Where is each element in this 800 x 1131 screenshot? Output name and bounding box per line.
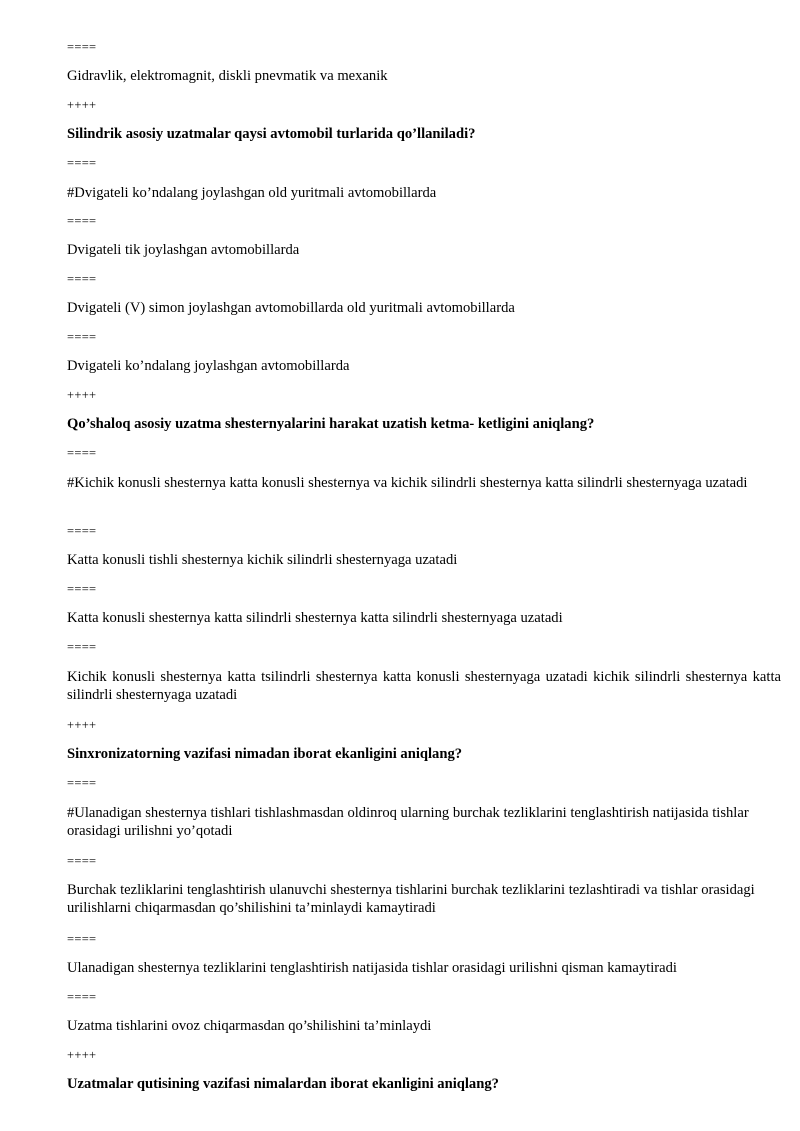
separator-line: ==== bbox=[67, 582, 97, 596]
answer-option: Dvigateli tik joylashgan avtomobillarda bbox=[67, 242, 300, 258]
answer-option: Dvigateli (V) simon joylashgan avtomobillarda old yuritmali avtomobillarda bbox=[67, 300, 515, 316]
separator-line: ++++ bbox=[67, 388, 97, 402]
separator-line: ++++ bbox=[67, 1048, 97, 1062]
question-text: Qo’shaloq asosiy uzatma shesternyalarini harakat uzatish ketma- ketligini aniqlang? bbox=[67, 416, 595, 432]
answer-option: Gidravlik, elektromagnit, diskli pnevmatik va mexanik bbox=[67, 68, 388, 84]
separator-line: ==== bbox=[67, 330, 97, 344]
separator-line: ==== bbox=[67, 446, 97, 460]
separator-line: ==== bbox=[67, 640, 97, 654]
answer-option: Uzatma tishlarini ovoz chiqarmasdan qo’shilishini ta’minlaydi bbox=[67, 1018, 432, 1034]
answer-option: Burchak tezliklarini tenglashtirish ulanuvchi shesternya tishlarini burchak tezliklarini tezlashtiradi va tishlar orasidagi urilishlarni chiqarmasdan qo’shilishini ta’minlaydi kamaytiradi bbox=[67, 882, 755, 916]
separator-line: ==== bbox=[67, 214, 97, 228]
separator-line: ++++ bbox=[67, 718, 97, 732]
answer-option-correct: #Dvigateli ko’ndalang joylashgan old yuritmali avtomobillarda bbox=[67, 185, 437, 201]
answer-option-correct: #Ulanadigan shesternya tishlari tishlashmasdan oldinroq ularning burchak tezliklarini tenglashtirish natijasida tishlar orasidagi urilishni yo’qotadi bbox=[67, 805, 749, 839]
answer-option-correct: #Kichik konusli shesternya katta konusli shesternya va kichik silindrli shesternya katta silindrli shesternyaga uzatadi bbox=[67, 475, 748, 491]
separator-line: ==== bbox=[67, 932, 97, 946]
separator-line: ==== bbox=[67, 156, 97, 170]
separator-line: ==== bbox=[67, 990, 97, 1004]
separator-line: ==== bbox=[67, 40, 97, 54]
answer-option: Ulanadigan shesternya tezliklarini tenglashtirish natijasida tishlar orasidagi urilishni qisman kamaytiradi bbox=[67, 960, 677, 976]
separator-line: ==== bbox=[67, 272, 97, 286]
question-text: Silindrik asosiy uzatmalar qaysi avtomobil turlarida qo’llaniladi? bbox=[67, 126, 476, 142]
separator-line: ==== bbox=[67, 854, 97, 868]
answer-option: Kichik konusli shesternya katta tsilindrli shesternya katta konusli shesternyaga uzatadi kichik silindrli shesternya katta silindrli shesternyaga uzatadi bbox=[67, 669, 781, 703]
separator-line: ==== bbox=[67, 776, 97, 790]
question-text: Uzatmalar qutisining vazifasi nimalardan iborat ekanligini aniqlang? bbox=[67, 1076, 499, 1092]
separator-line: ==== bbox=[67, 524, 97, 538]
separator-line: ++++ bbox=[67, 98, 97, 112]
answer-option: Dvigateli ko’ndalang joylashgan avtomobillarda bbox=[67, 358, 350, 374]
answer-option: Katta konusli shesternya katta silindrli shesternya katta silindrli shesternyaga uzatadi bbox=[67, 610, 563, 626]
answer-option: Katta konusli tishli shesternya kichik silindrli shesternyaga uzatadi bbox=[67, 552, 458, 568]
question-text: Sinxronizatorning vazifasi nimadan iborat ekanligini aniqlang? bbox=[67, 746, 463, 762]
